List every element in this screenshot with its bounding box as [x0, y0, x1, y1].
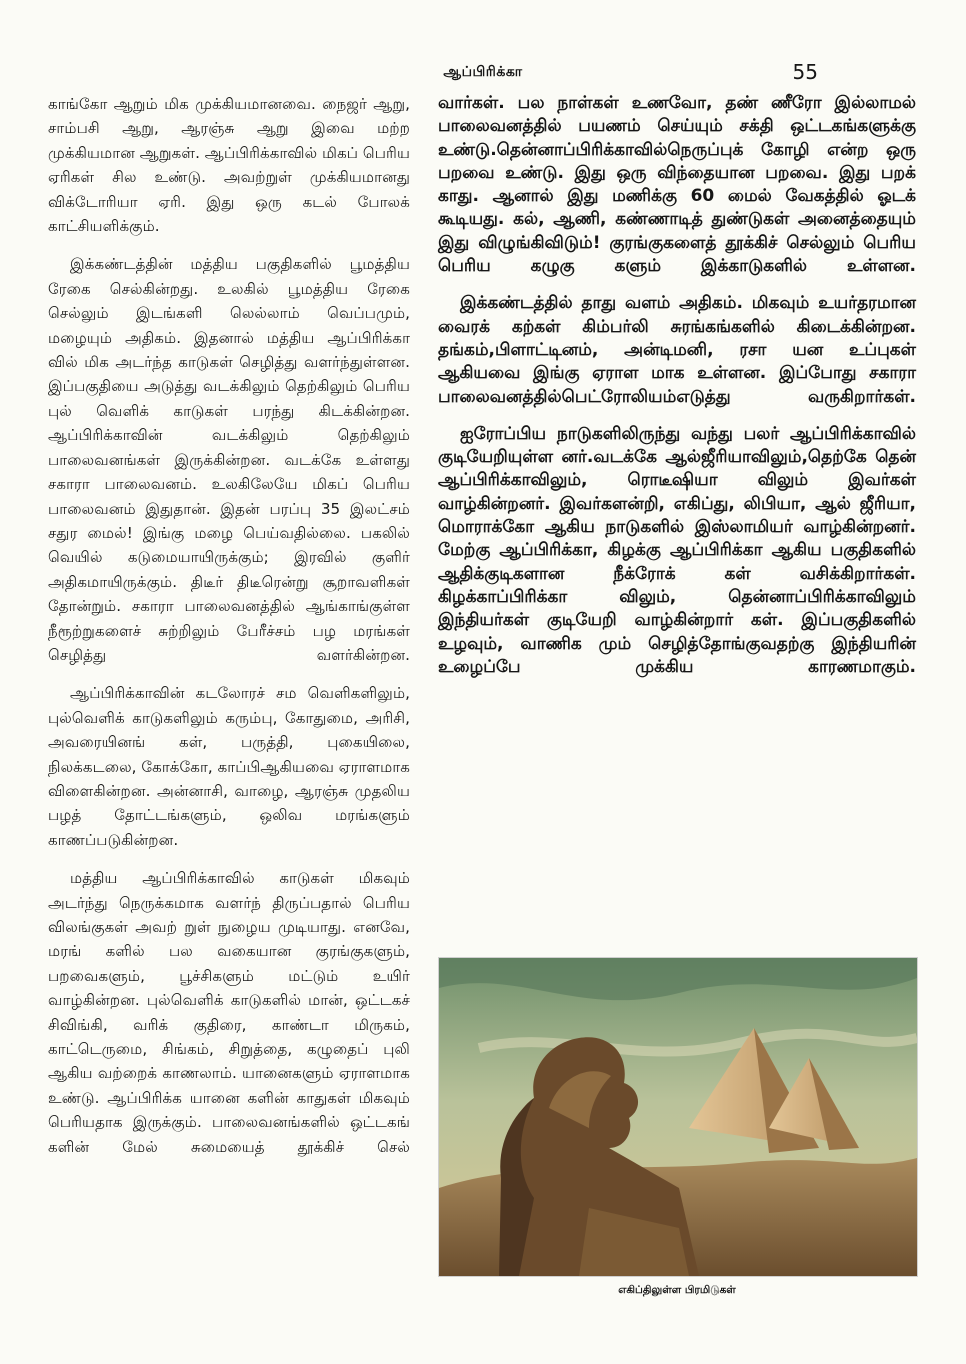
right-column — [438, 92, 916, 679]
paragraph: ஆப்பிரிக்காவின் கடலோரச் சம வெளிகளிலும், புல்வெளிக் காடுகளிலும் கரும்பு, கோதுமை, அரிசி, அவரையினங் கள், பருத்தி, புகையிலை, நிலக்கடலை, கோக்கோ, காப்பிஆகியவை ஏராளமாக விளைகின்றன. அன்னாசி, வாழை, ஆரஞ்சு முதலிய பழத் தோட்டங்களும், ஒலிவ மரங்களும் காணப்படுகின்றன. — [48, 684, 410, 849]
paragraph: வார்கள். பல நாள்கள் உணவோ, தண் ணீரோ இல்லாமல் பாலைவனத்தில் பயணம் செய்யும் சக்தி ஒட்டகங்களுக்கு உண்டு.தென்னாப்பிரிக்காவில்நெருப்புக் கோழி என்ற ஒரு பறவை உண்டு. இது ஒரு விந்தையான பறவை. இது பறக் காது. ஆனால் இது மணிக்கு 60 மைல் வேகத்தில் ஓடக் கூடியது. கல், ஆணி, கண்ணாடித் துண்டுகள் அனைத்தையும் இது விழுங்கிவிடும்! குரங்குகளைத் தூக்கிச் செல்லும் பெரிய பெரிய கழுகு களும் இக்காடுகளில் உள்ளன. — [438, 93, 916, 277]
running-head: ஆப்பிரிக்கா — [443, 64, 523, 80]
paragraph: காங்கோ ஆறும் மிக முக்கியமானவை. நைஜர் ஆறு, சாம்பசி ஆறு, ஆரஞ்சு ஆறு இவை மற்ற முக்கியமான ஆறுகள். ஆப்பிரிக்காவில் மிகப் பெரிய ஏரிகள் சில உண்டு. அவற்றுள் முக்கியமானது விக்டோரியா ஏரி. இது ஒரு கடல் போலக் காட்சியளிக்கும். — [48, 95, 410, 236]
left-column — [48, 92, 410, 1159]
figure-caption: எகிப்திலுள்ள பிரமிடுகள் — [618, 1284, 736, 1296]
page-number: 55 — [792, 60, 818, 84]
pyramids-illustration — [438, 957, 918, 1277]
paragraph: இக்கண்டத்தின் மத்திய பகுதிகளில் பூமத்திய ரேகை செல்கின்றது. உலகில் பூமத்திய ரேகை செல்லும் இடங்களி லெல்லாம் வெப்பமும், மழையும் அதிகம். இதனால் மத்திய ஆப்பிரிக்கா வில் மிக அடர்ந்த காடுகள் செழித்து வளர்ந்துள்ளன. இப்பகுதியை அடுத்து வடக்கிலும் தெற்கிலும் பெரிய புல் வெளிக் காடுகள் பரந்து கிடக்கின்றன. ஆப்பிரிக்காவின் வடக்கிலும் தெற்கிலும் பாலைவனங்கள் இருக்கின்றன. வடக்கே உள்ளது சகாரா பாலைவனம். உலகிலேயே மிகப் பெரிய பாலைவனம் இதுதான். இதன் பரப்பு 35 இலட்சம் சதுர மைல்! இங்கு மழை பெய்வதில்லை. பகலில் வெயில் கடுமையாயிருக்கும்; இரவில் குளிர் அதிகமாயிருக்கும். திடீர் திடீரென்று சூறாவளிகள் தோன்றும். சகாரா பாலைவனத்தில் ஆங்காங்குள்ள நீரூற்றுகளைச் சுற்றிலும் பேரீச்சம் பழ மரங்கள் செழித்து வளர்கின்றன. — [48, 255, 410, 664]
sphinx-pyramids-image — [439, 958, 917, 1276]
paragraph: மத்திய ஆப்பிரிக்காவில் காடுகள் மிகவும் அடர்ந்து நெருக்கமாக வளர்ந் திருப்பதால் பெரிய விலங்குகள் அவற் றுள் நுழைய முடியாது. எனவே, மரங் களில் பல வகையான குரங்குகளும், பறவைகளும், பூச்சிகளும் மட்டும் உயிர் வாழ்கின்றன. புல்வெளிக் காடுகளில் மான், ஒட்டகச் சிவிங்கி, வரிக் குதிரை, காண்டா மிருகம், காட்டெருமை, சிங்கம், சிறுத்தை, கழுதைப் புலி ஆகிய வற்றைக் காணலாம். யானைகளும் ஏராளமாக உண்டு. ஆப்பிரிக்க யானை களின் காதுகள் மிகவும் பெரியதாக இருக்கும். பாலைவனங்களில் ஒட்டகங் களின் மேல் சுமையைத் தூக்கிச் செல் — [48, 869, 410, 1156]
paragraph: ஐரோப்பிய நாடுகளிலிருந்து வந்து பலர் ஆப்பிரிக்காவில் குடியேறியுள்ள னர்.வடக்கே ஆல்ஜீரியாவிலும்,தெற்கே தென் ஆப்பிரிக்காவிலும், ரொடீஷியா விலும் இவர்கள் வாழ்கின்றனர். இவர்களன்றி, எகிப்து, லிபியா, ஆல் ஜீரியா, மொராக்கோ ஆகிய நாடுகளில் இஸ்லாமியர் வாழ்கின்றனர். மேற்கு ஆப்பிரிக்கா, கிழக்கு ஆப்பிரிக்கா ஆகிய பகுதிகளில் ஆதிக்குடிகளான நீக்ரோக் கள் வசிக்கிறார்கள். கிழக்காப்பிரிக்கா விலும், தென்னாப்பிரிக்காவிலும் இந்தியர்கள் குடியேறி வாழ்கின்றார் கள். இப்பகுதிகளில் உழவும், வாணிக மும் செழித்தோங்குவதற்கு இந்தியரின் உழைப்பே முக்கிய காரணமாகும். — [438, 423, 916, 677]
paragraph: இக்கண்டத்தில் தாது வளம் அதிகம். மிகவும் உயர்தரமான வைரக் கற்கள் கிம்பர்லி சுரங்கங்களில் கிடைக்கின்றன. தங்கம்,பிளாட்டினம், அன்டிமனி, ரசா யன உப்புகள் ஆகியவை இங்கு ஏராள மாக உள்ளன. இப்போது சகாரா பாலைவனத்தில்பெட்ரோலியம்எடுத்து வருகிறார்கள். — [438, 293, 916, 407]
